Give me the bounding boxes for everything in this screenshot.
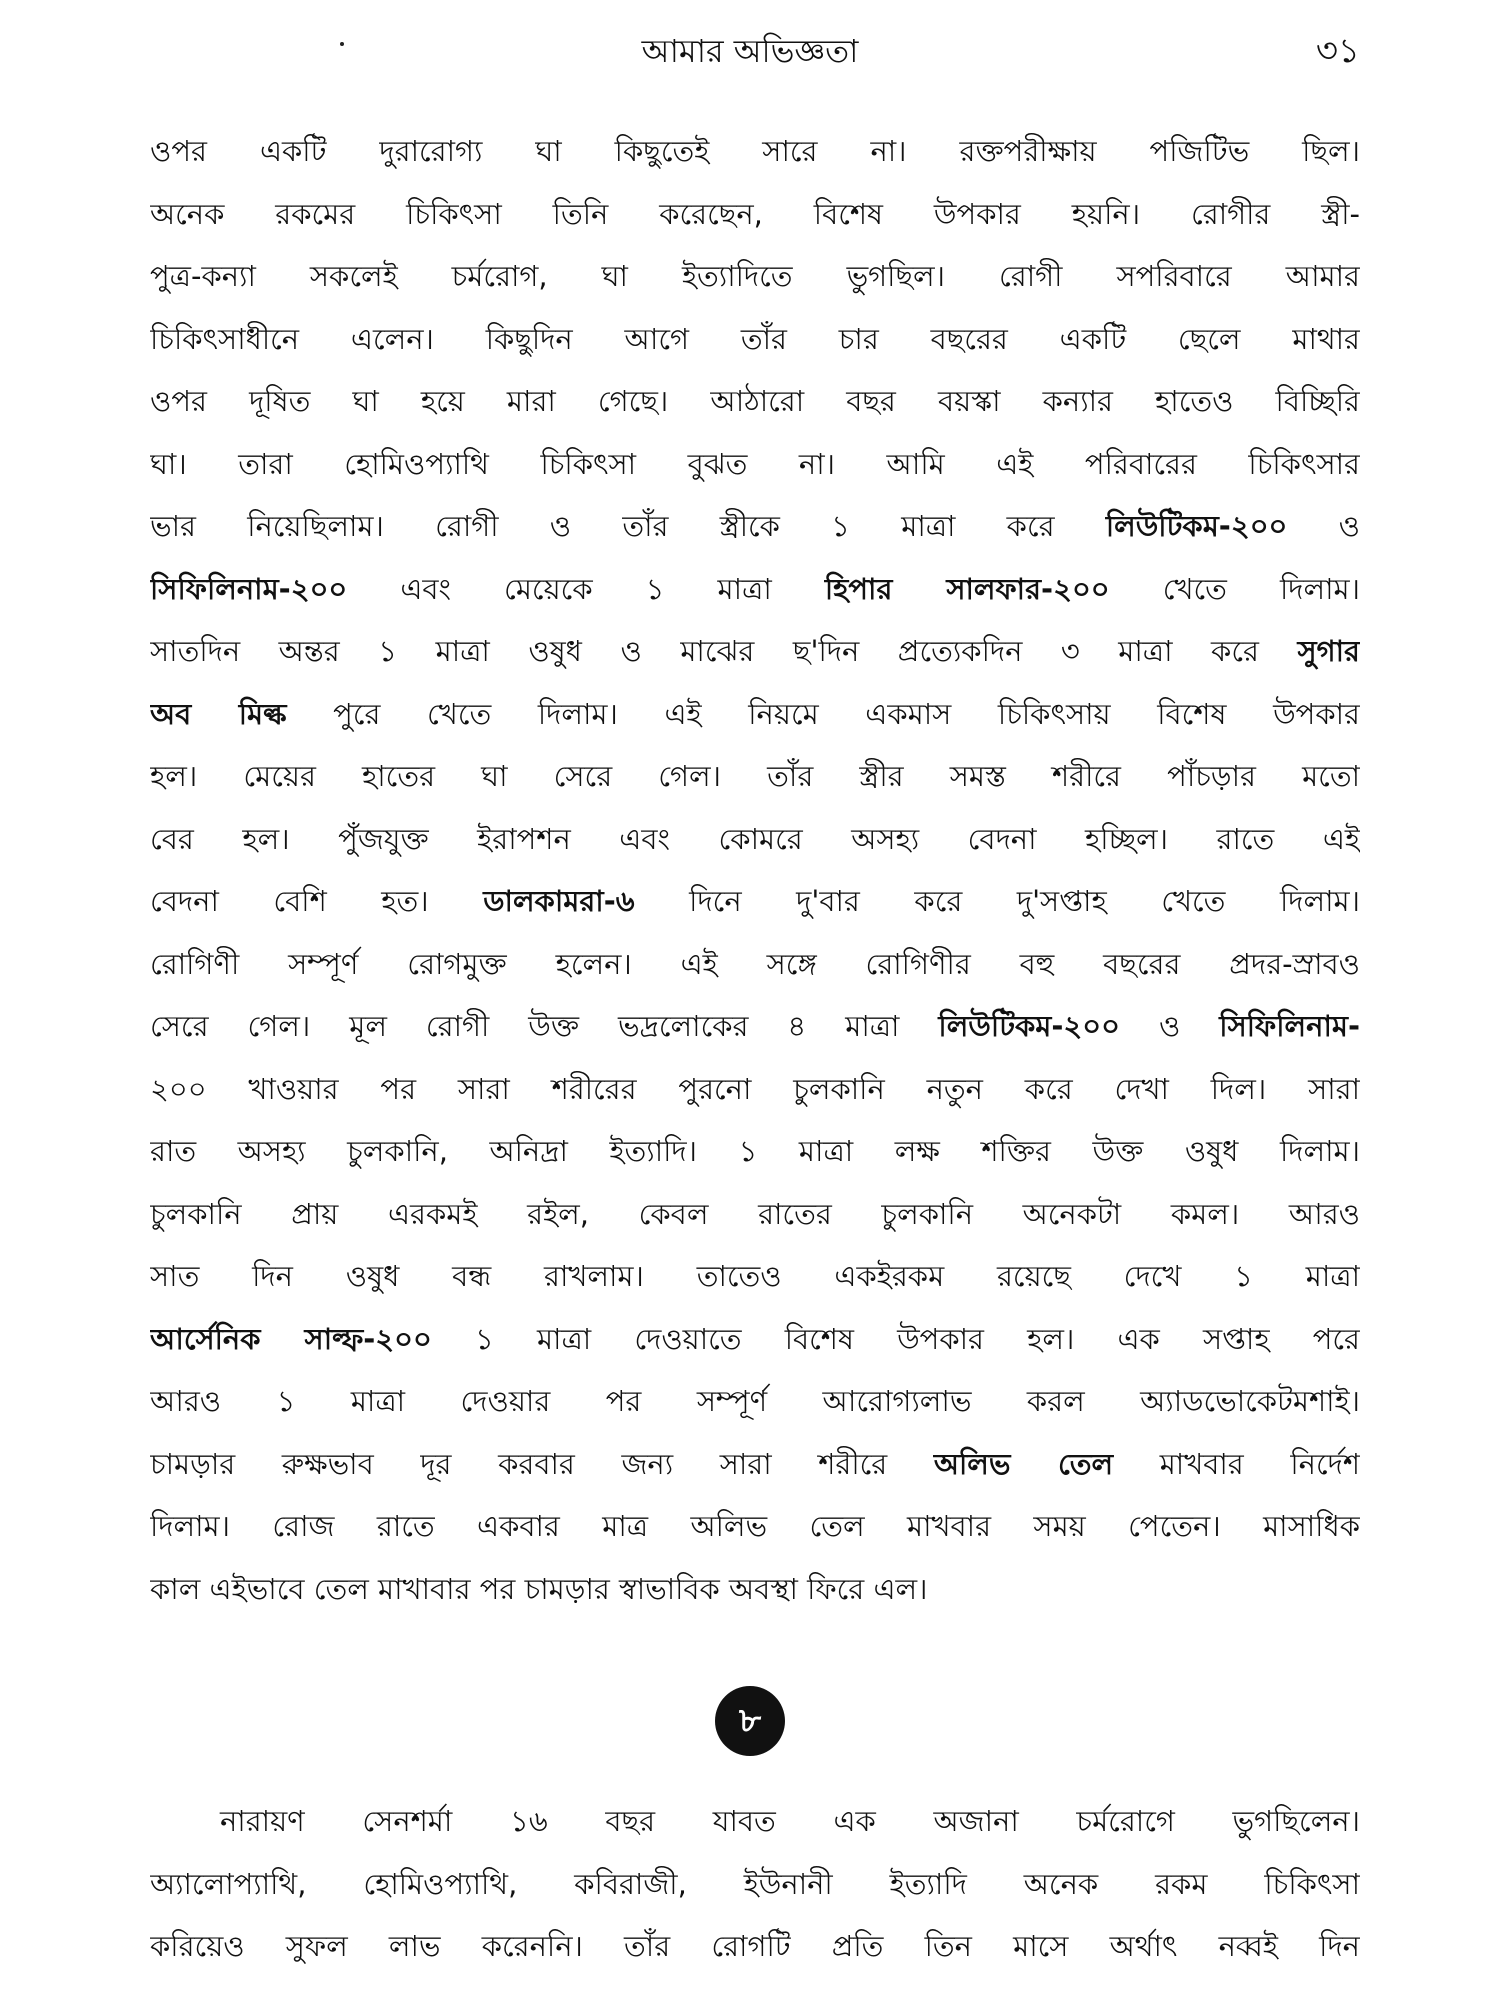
- text-line: নারায়ণ সেনশর্মা ১৬ বছর যাবত এক অজানা চর্মরোগে ভুগছিলেন।: [220, 1804, 1360, 1838]
- medicine-name: লিউটিকম-২০০: [938, 1009, 1120, 1043]
- text-line: করিয়েও সুফল লাভ করেননি। তাঁর রোগটি প্রতি তিন মাসে অর্থাৎ নব্বই দিন: [150, 1929, 1360, 1963]
- body-text: [150, 120, 1360, 1620]
- text-line: [150, 620, 1360, 683]
- running-header: [140, 26, 1360, 76]
- text-line: দিলাম। রোজ রাতে একবার মাত্র অলিভ তেল মাখবার সময় পেতেন। মাসাধিক: [150, 1509, 1360, 1543]
- text-run: এবং মেয়েকে ১ মাত্রা: [347, 571, 825, 606]
- text-run: ও: [1120, 1009, 1220, 1043]
- medicine-name: লিউটিকম-২০০: [1105, 509, 1288, 543]
- text-line: রাত অসহ্য চুলকানি, অনিদ্রা ইত্যাদি। ১ মাত্রা লক্ষ শক্তির উক্ত ওষুধ দিলাম।: [150, 1134, 1360, 1168]
- text-run: খেতে দিলাম।: [1109, 571, 1360, 606]
- text-line: বের হল। পুঁজযুক্ত ইরাপশন এবং কোমরে অসহ্য বেদনা হচ্ছিল। রাতে এই: [150, 821, 1360, 856]
- text-run: দিনে দু'বার করে দু'সপ্তাহ খেতে দিলাম।: [634, 884, 1360, 918]
- text-line: আরও ১ মাত্রা দেওয়ার পর সম্পূর্ণ আরোগ্যলাভ করল অ্যাডভোকেটমশাই।: [150, 1384, 1360, 1418]
- text-run: ১ মাত্রা দেওয়াতে বিশেষ উপকার হল। এক সপ্তাহ পরে: [431, 1321, 1360, 1356]
- text-line: চিকিৎসাধীনে এলেন। কিছুদিন আগে তাঁর চার বছরের একটি ছেলে মাথার: [150, 321, 1360, 356]
- medicine-name: অব মিল্ক: [150, 696, 287, 731]
- medicine-name: সিফিলিনাম-২০০: [150, 571, 348, 606]
- text-line: ঘা। তারা হোমিওপ্যাথি চিকিৎসা বুঝত না। আমি এই পরিবারের চিকিৎসার: [150, 446, 1360, 481]
- text-line: চুলকানি প্রায় এরকমই রইল, কেবল রাতের চুলকানি অনেকটা কমল। আরও: [150, 1196, 1360, 1231]
- text-line: [150, 870, 1360, 933]
- text-line: ২০০ খাওয়ার পর সারা শরীরের পুরনো চুলকানি নতুন করে দেখা দিল। সারা: [150, 1071, 1360, 1106]
- text-line: পুত্র-কন্যা সকলেই চর্মরোগ, ঘা ইত্যাদিতে ভুগছিল। রোগী সপরিবারে আমার: [150, 259, 1360, 293]
- text-run: সেরে গেল। মূল রোগী উক্ত ভদ্রলোকের ৪ মাত্রা: [150, 1009, 939, 1043]
- medicine-name: হিপার সালফার-২০০: [824, 571, 1110, 606]
- text-line: সাত দিন ওষুধ বন্ধ রাখলাম। তাতেও একইরকম রয়েছে দেখে ১ মাত্রা: [150, 1259, 1360, 1293]
- text-run: ভার নিয়েছিলাম। রোগী ও তাঁর স্ত্রীকে ১ মাত্রা করে: [150, 509, 1106, 543]
- medicine-name: সিফিলিনাম-: [1219, 1009, 1360, 1043]
- section-body: [150, 1790, 1360, 1978]
- text-line: অ্যালোপ্যাথি, হোমিওপ্যাথি, কবিরাজী, ইউনানী ইত্যাদি অনেক রকম চিকিৎসা: [150, 1866, 1360, 1901]
- text-run: সাতদিন অন্তর ১ মাত্রা ওষুধ ও মাঝের ছ'দিন প্রত্যেকদিন ৩ মাত্রা করে: [150, 634, 1298, 668]
- text-line: হল। মেয়ের হাতের ঘা সেরে গেল। তাঁর স্ত্রীর সমস্ত শরীরে পাঁচড়ার মতো: [150, 759, 1360, 793]
- medicine-name: সুগার: [1297, 634, 1360, 668]
- text-line: [150, 558, 1360, 621]
- text-line: [150, 683, 1360, 746]
- text-line: অনেক রকমের চিকিৎসা তিনি করেছেন, বিশেষ উপকার হয়নি। রোগীর স্ত্রী-: [150, 196, 1360, 231]
- print-speck: [340, 42, 344, 46]
- text-line: কাল এইভাবে তেল মাখাবার পর চামড়ার স্বাভাবিক অবস্থা ফিরে এল।: [150, 1571, 928, 1606]
- section-number-badge: ৮: [715, 1686, 785, 1756]
- text-line: [150, 1433, 1360, 1496]
- text-run: পুরে খেতে দিলাম। এই নিয়মে একমাস চিকিৎসায় বিশেষ উপকার: [286, 696, 1360, 731]
- running-title: আমার অভিজ্ঞতা: [641, 32, 859, 70]
- text-run: মাখবার নির্দেশ: [1113, 1446, 1360, 1481]
- text-line: [150, 995, 1360, 1058]
- text-line: [150, 1308, 1360, 1371]
- text-line: রোগিণী সম্পূর্ণ রোগমুক্ত হলেন। এই সঙ্গে রোগিণীর বহু বছরের প্রদর-স্রাবও: [150, 946, 1360, 981]
- text-run: ও: [1287, 509, 1360, 543]
- page-number: ৩১: [1315, 31, 1360, 71]
- medicine-name: আর্সেনিক সাল্ফ-২০০: [150, 1321, 432, 1356]
- text-run: বেদনা বেশি হত।: [150, 884, 484, 918]
- medicine-name: অলিভ তেল: [933, 1446, 1114, 1481]
- text-run: চামড়ার রুক্ষভাব দূর করবার জন্য সারা শরীরে: [150, 1446, 934, 1481]
- text-line: ওপর একটি দুরারোগ্য ঘা কিছুতেই সারে না। রক্তপরীক্ষায় পজিটিভ ছিল।: [150, 134, 1360, 168]
- text-line: [150, 495, 1360, 558]
- medicine-name: ডালকামরা-৬: [483, 884, 635, 918]
- text-line: ওপর দূষিত ঘা হয়ে মারা গেছে। আঠারো বছর বয়স্কা কন্যার হাতেও বিচ্ছিরি: [150, 384, 1360, 418]
